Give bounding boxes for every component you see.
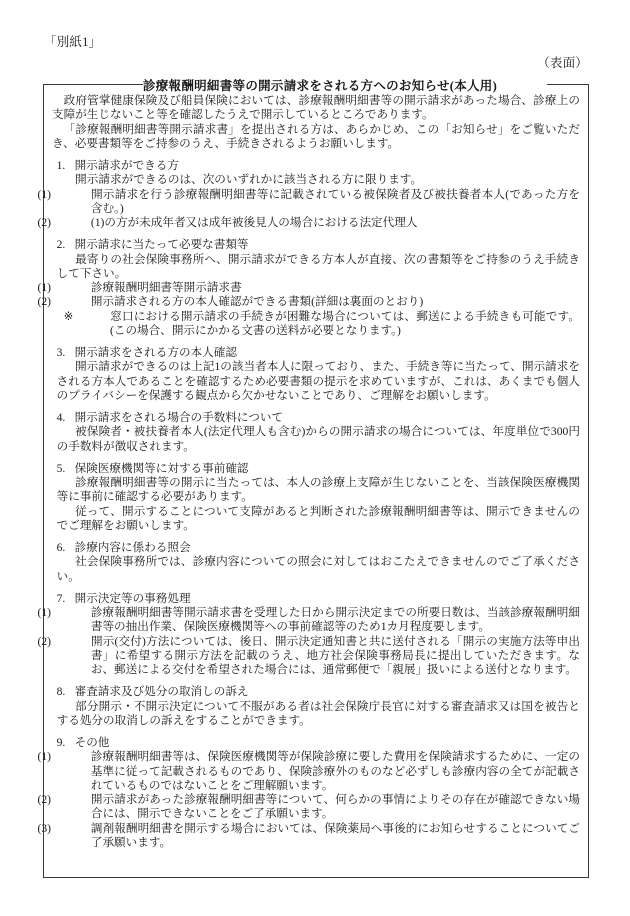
section-5-heading [52,462,580,476]
section-9 [37,736,580,850]
section-1 [37,159,580,230]
section-9-item-1-mark: (1) [37,750,52,764]
intro-paragraph-1: 政府管掌健康保険及び船員保険においては、診療報酬明細書等の開示請求があった場合、診療上の支障が生じないこと等を確認したうえで開示しているところであります。 [52,94,580,122]
section-1-item-1-mark: (1) [37,187,52,201]
notice-body [37,85,589,850]
section-3-title: 開示請求をされる方の本人確認 [74,346,237,359]
section-5-title: 保険医療機関等に対する事前確認 [74,461,249,475]
section-8-number: 8. [56,685,66,699]
section-9-item-3 [37,821,580,851]
section-9-number: 9. [56,736,66,749]
section-8-body: 部分開示・不開示決定について不服がある者は社会保険庁長官に対する審査請求又は国を被告とする処分の取消しの訴えをすることができます。 [56,699,580,727]
section-4-title: 開示請求をされる場合の手数料について [74,411,284,424]
section-9-heading [52,736,580,750]
section-4 [52,411,580,454]
section-9-item-2-mark: (2) [37,793,52,806]
section-1-body: 開示請求ができるのは、次のいずれかに該当される方に限ります。 [75,173,423,187]
section-7-number: 7. [56,591,66,605]
section-8-title: 審査請求及び処分の取消しの訴え [74,685,249,699]
section-2-body: 最寄りの社会保険事務所へ、開示請求ができる方本人が直接、次の書類等をご持参のうえ手続きして下さい。 [56,252,580,280]
section-2-item-1-text: 診療報酬明細書等開示請求書 [90,281,242,294]
section-6-body: 社会保険事務所では、診療内容についての照会に対してはおこたえできませんのでご了承ください。 [56,555,580,583]
section-5-body: 診療報酬明細書等の開示に当たっては、本人の診療上支障が生じないことを、当該保険医療機関等に事前に確認する必要があります。 [56,476,580,504]
section-6 [52,541,580,584]
section-7-item-2-text: 開示(交付)方法については、後日、開示決定通知書と共に送付される「開示の実施方法等申出書」に希望する開示方法を記載のうえ、地方社会保険事務局長に提出していただきます。なお、郵送による交付を希望された場合には、通常郵便で「親展」扱いによる送付となります。 [90,634,580,676]
section-2-note-1-mark: ※ [63,309,74,323]
section-1-item-1-text: 開示請求を行う診療報酬明細書等に記載されている被保険者及び被扶養者本人(であった方を含む。) [90,187,580,215]
section-3-heading [52,346,580,360]
section-3-body: 開示請求ができるのは上記1の該当者本人に限っており、また、手続き等に当たって、開示請求をされる方本人であることを確認するため必要書類の提示を求めていますが、これは、あくまでも個人のプライバシーを保護する観点から欠かせないことであり、ご理解をお願いします。 [56,360,580,402]
section-4-heading [52,411,580,425]
section-1-heading [52,159,580,173]
section-9-item-3-text: 調剤報酬明細書を開示する場合においては、保険薬局へ事後的にお知らせすることについてご了承願います。 [90,821,580,849]
section-1-item-2 [37,216,580,230]
section-7-item-2 [37,634,580,678]
section-7-item-1 [37,606,580,635]
section-5 [52,462,580,533]
section-2-item-2 [37,295,580,309]
section-7-title: 開示決定等の事務処理 [74,591,191,605]
section-2-item-1-mark: (1) [37,281,52,294]
section-7-item-1-mark: (1) [37,606,52,619]
section-1-item-2-mark: (2) [37,216,52,229]
intro-paragraph-2: 「診療報酬明細書等開示請求書」を提出される方は、あらかじめ、この「お知らせ」をご覧いただき、必要書類等をご持参のうえ、手続きされるようお願いします。 [52,122,580,150]
section-1-item-1 [37,187,580,217]
section-9-item-1 [37,750,580,793]
section-5-number: 5. [56,461,66,475]
attachment-label: 「別紙1」 [44,35,102,49]
section-1-item-2-text: (1)の方が未成年者又は成年被後見人の場合における法定代理人 [90,216,418,229]
section-8-heading [52,685,580,699]
section-2-heading [52,238,580,252]
section-1-number: 1. [56,159,66,172]
section-6-number: 6. [56,541,66,554]
section-9-item-2 [37,793,580,822]
section-1-title: 開示請求ができる方 [74,159,179,172]
section-2-number: 2. [56,238,66,252]
section-2-item-2-mark: (2) [37,295,52,309]
section-7-item-1-text: 診療報酬明細書等開示請求書を受理した日から開示決定までの所要日数は、当該診療報酬明細書等の抽出作業、保険医療機関等への事前確認等のため1カ月程度要します。 [90,606,580,634]
section-2-note-1-text: 窓口における開示請求の手続きが困難な場合については、郵送による手続きも可能です。(この場合、開示にかかる文書の送料が必要となります。) [110,309,580,337]
section-6-title: 診療内容に係わる照会 [74,541,191,554]
page-side-label: （表面） [537,56,588,70]
section-9-title: その他 [74,736,110,749]
section-8 [52,685,580,728]
section-4-body: 被保険者・被扶養者本人(法定代理人も含む)からの開示請求の場合については、年度単位で300円の手数料が徴収されます。 [56,425,580,453]
section-9-item-3-mark: (3) [37,821,52,835]
section-7-item-2-mark: (2) [37,634,52,648]
section-5-body-2: 従って、開示することについて支障があると判断された診療報酬明細書等は、開示できませんのでご理解をお願いします。 [56,504,580,532]
intro-block [52,94,580,151]
section-7 [37,591,580,678]
section-9-item-1-text: 診療報酬明細書等は、保険医療機関等が保険診療に要した費用を保険請求するために、一定の基準に従って記載されるものであり、保険診療外のものなど必ずしも診療内容の全てが記載されているものではないことをご理解願います。 [90,750,580,792]
section-2-title: 開示請求に当たって必要な書類等 [74,238,249,252]
section-2-note-1 [52,310,580,339]
section-2-item-1 [37,281,580,295]
section-3 [52,346,580,403]
section-2 [37,238,580,338]
section-7-heading [52,592,580,606]
section-3-number: 3. [56,346,66,359]
notice-title: 診療報酬明細書等の開示請求をされる方へのお知らせ(本人用) [142,79,498,93]
section-9-item-2-text: 開示請求があった診療報酬明細書等について、何らかの事情によりその存在が確認できない場合には、開示できないことをご了承願います。 [90,793,580,821]
section-4-number: 4. [56,411,66,424]
section-2-item-2-text: 開示請求される方の本人確認ができる書類(詳細は裏面のとおり) [90,295,424,309]
section-6-heading [52,541,580,555]
